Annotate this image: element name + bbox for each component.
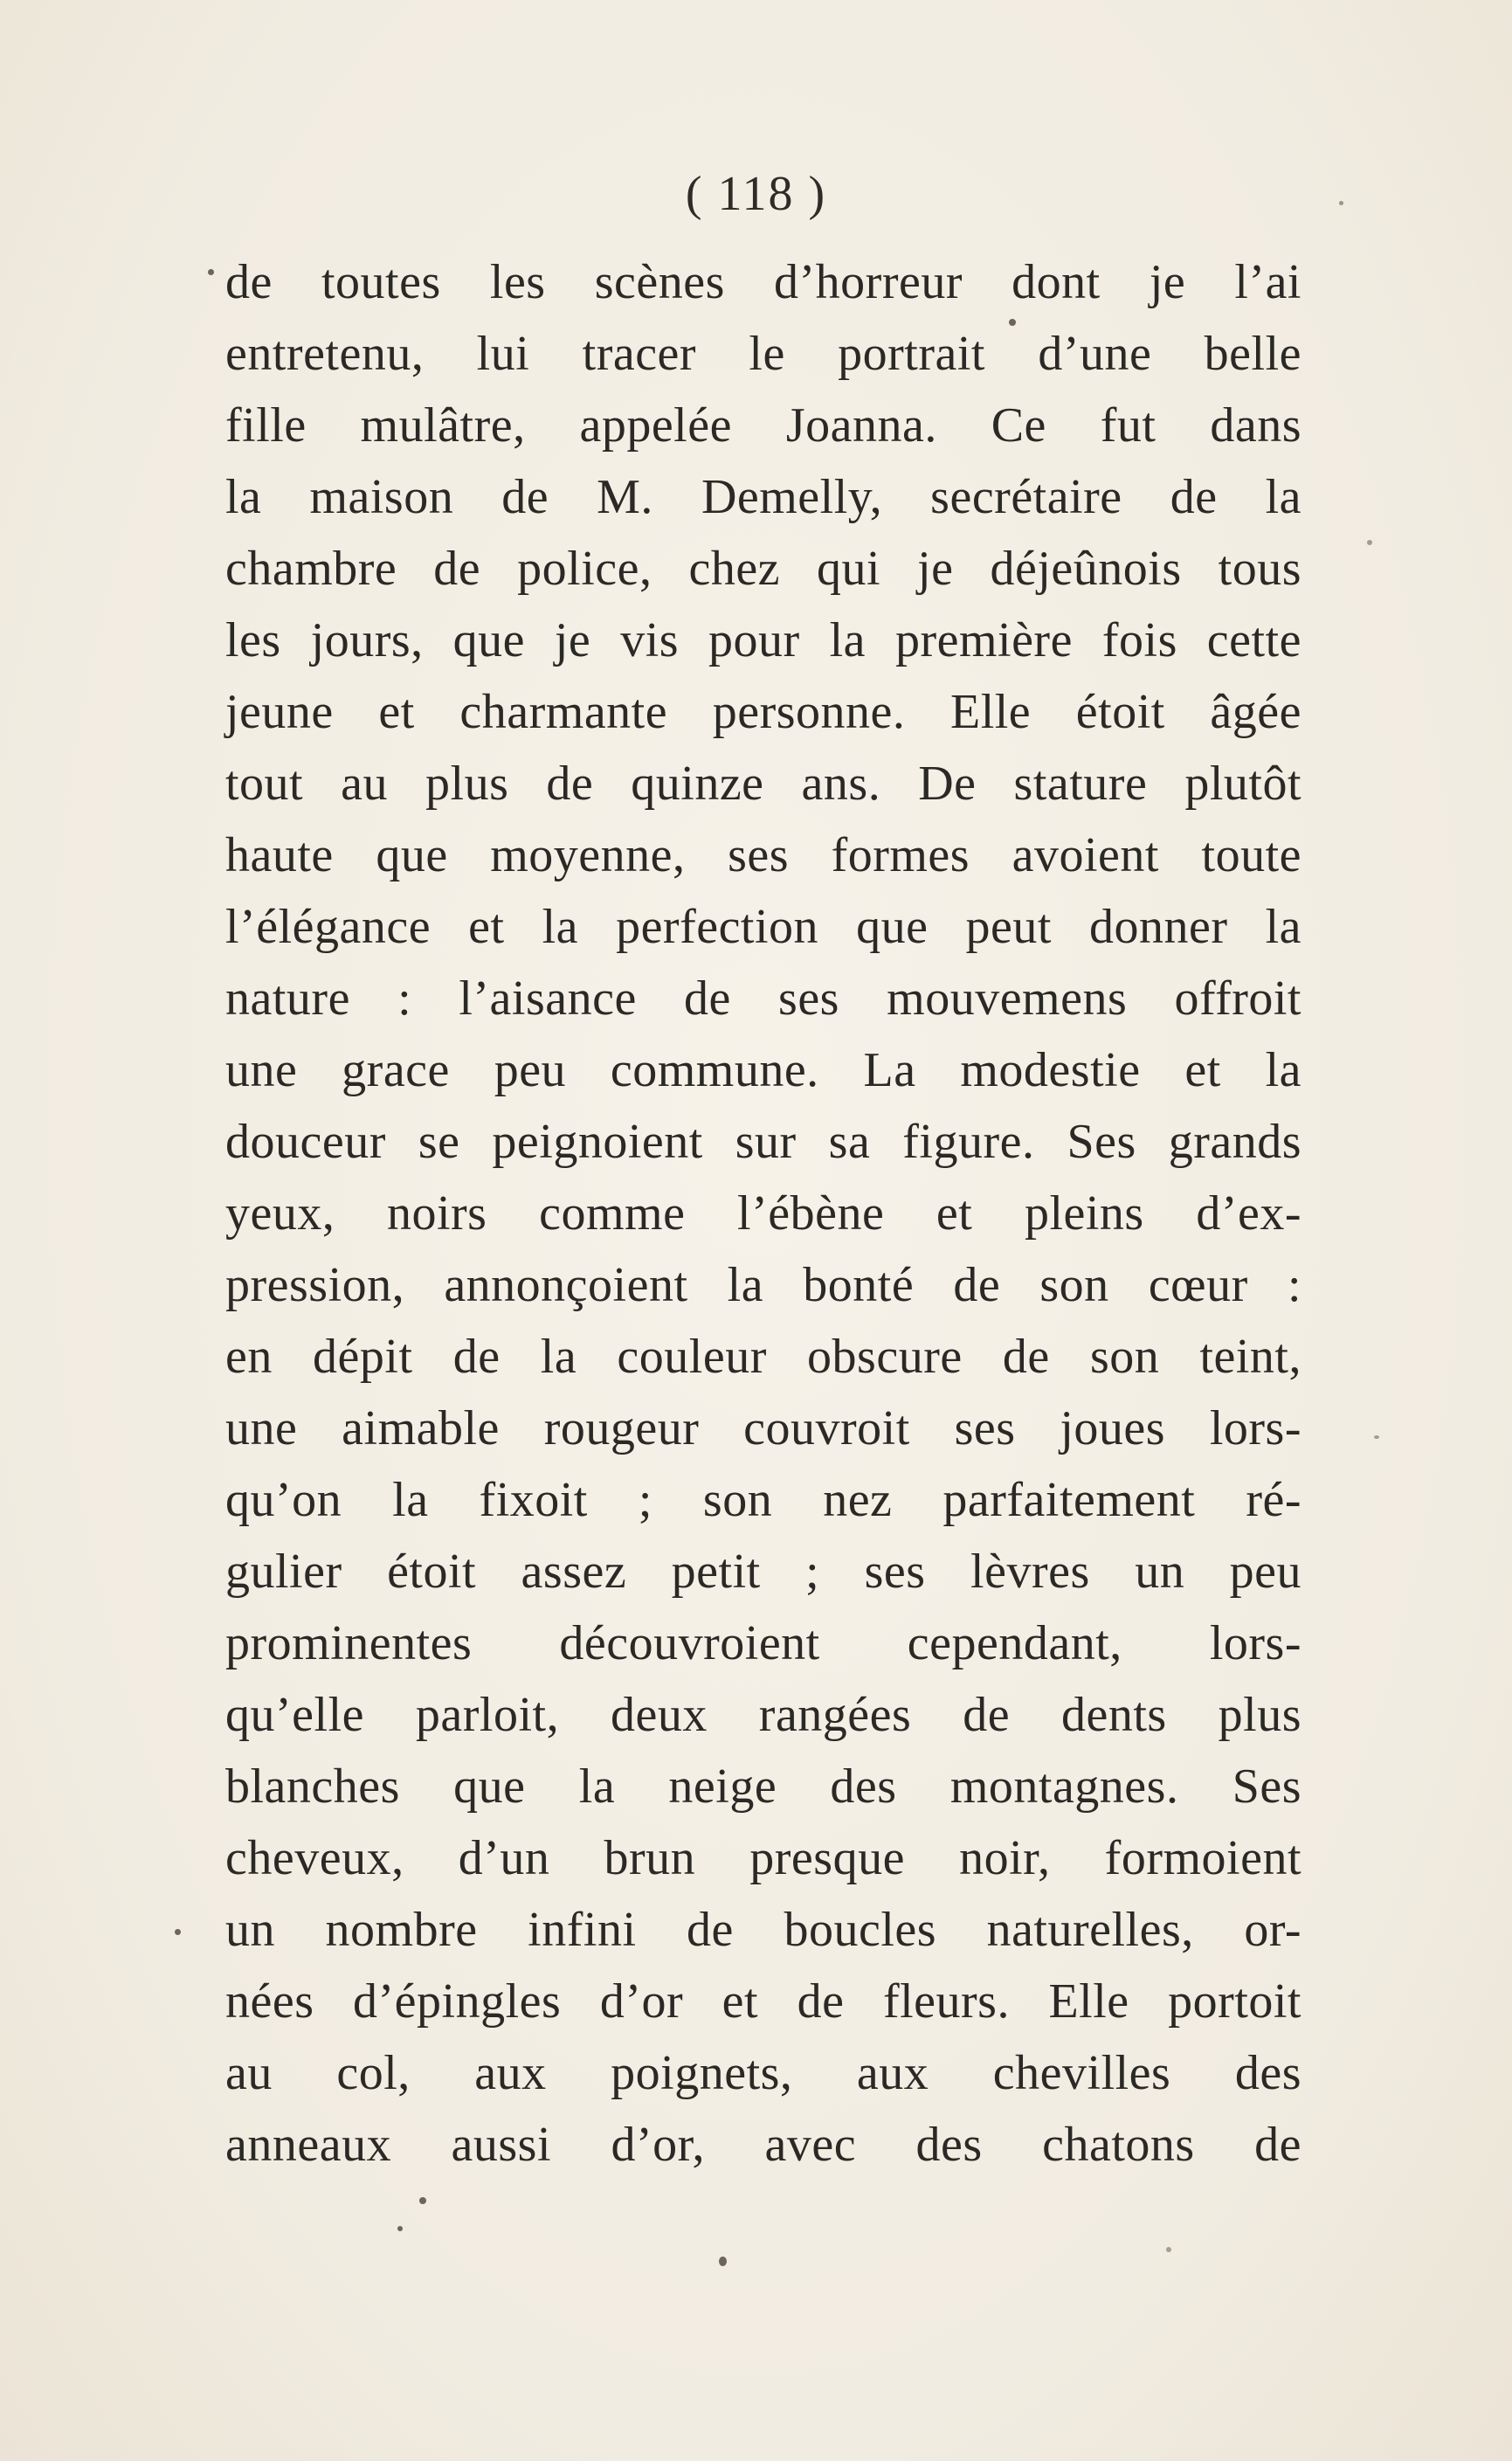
paper-speck xyxy=(719,2257,727,2266)
paper-speck xyxy=(1367,540,1372,545)
text-line: entretenu, lui tracer le portrait d’une belle xyxy=(225,327,1301,381)
text-line: de toutes les scènes d’horreur dont je l’ai xyxy=(225,255,1301,309)
text-line: anneaux aussi d’or, avec des chatons de xyxy=(225,2118,1301,2172)
text-line: qu’on la fixoit ; son nez parfaitement ré- xyxy=(225,1473,1301,1527)
paper-speck xyxy=(419,2197,426,2204)
text-line: yeux, noirs comme l’ébène et pleins d’ex- xyxy=(225,1186,1301,1241)
text-line: nées d’épingles d’or et de fleurs. Elle portoit xyxy=(225,1974,1301,2029)
paper-speck xyxy=(1339,201,1343,205)
text-line: haute que moyenne, ses formes avoient toute xyxy=(225,828,1301,882)
text-line: gulier étoit assez petit ; ses lèvres un peu xyxy=(225,1545,1301,1599)
text-line: une aimable rougeur couvroit ses joues lors- xyxy=(225,1401,1301,1455)
text-line: un nombre infini de boucles naturelles, or- xyxy=(225,1903,1301,1957)
text-line: les jours, que je vis pour la première fois cette xyxy=(225,613,1301,667)
body-text xyxy=(225,246,1301,2181)
page-number: ( 118 ) xyxy=(685,167,827,221)
text-line: une grace peu commune. La modestie et la xyxy=(225,1043,1301,1097)
text-line: nature : l’aisance de ses mouvemens offroit xyxy=(225,971,1301,1026)
paper-speck xyxy=(175,1929,181,1935)
text-line: douceur se peignoient sur sa figure. Ses grands xyxy=(225,1115,1301,1169)
text-line: tout au plus de quinze ans. De stature plutôt xyxy=(225,757,1301,811)
text-line: au col, aux poignets, aux chevilles des xyxy=(225,2046,1301,2100)
paper-speck xyxy=(1374,1435,1379,1439)
text-line: la maison de M. Demelly, secrétaire de la xyxy=(225,470,1301,524)
text-line: qu’elle parloit, deux rangées de dents plus xyxy=(225,1688,1301,1742)
paper-speck xyxy=(208,269,214,275)
text-line: l’élégance et la perfection que peut donner la xyxy=(225,900,1301,954)
text-line: jeune et charmante personne. Elle étoit âgée xyxy=(225,685,1301,739)
text-line: fille mulâtre, appelée Joanna. Ce fut dans xyxy=(225,398,1301,453)
text-line: prominentes découvroient cependant, lors- xyxy=(225,1616,1301,1670)
text-line: cheveux, d’un brun presque noir, formoient xyxy=(225,1831,1301,1885)
paper-speck xyxy=(1166,2247,1171,2252)
text-line: pression, annonçoient la bonté de son cœur : xyxy=(225,1258,1301,1312)
text-line: blanches que la neige des montagnes. Ses xyxy=(225,1759,1301,1814)
paper-speck xyxy=(397,2226,403,2231)
text-line: chambre de police, chez qui je déjeûnois tous xyxy=(225,542,1301,596)
paper-speck xyxy=(1009,319,1016,326)
text-line: en dépit de la couleur obscure de son teint, xyxy=(225,1330,1301,1384)
